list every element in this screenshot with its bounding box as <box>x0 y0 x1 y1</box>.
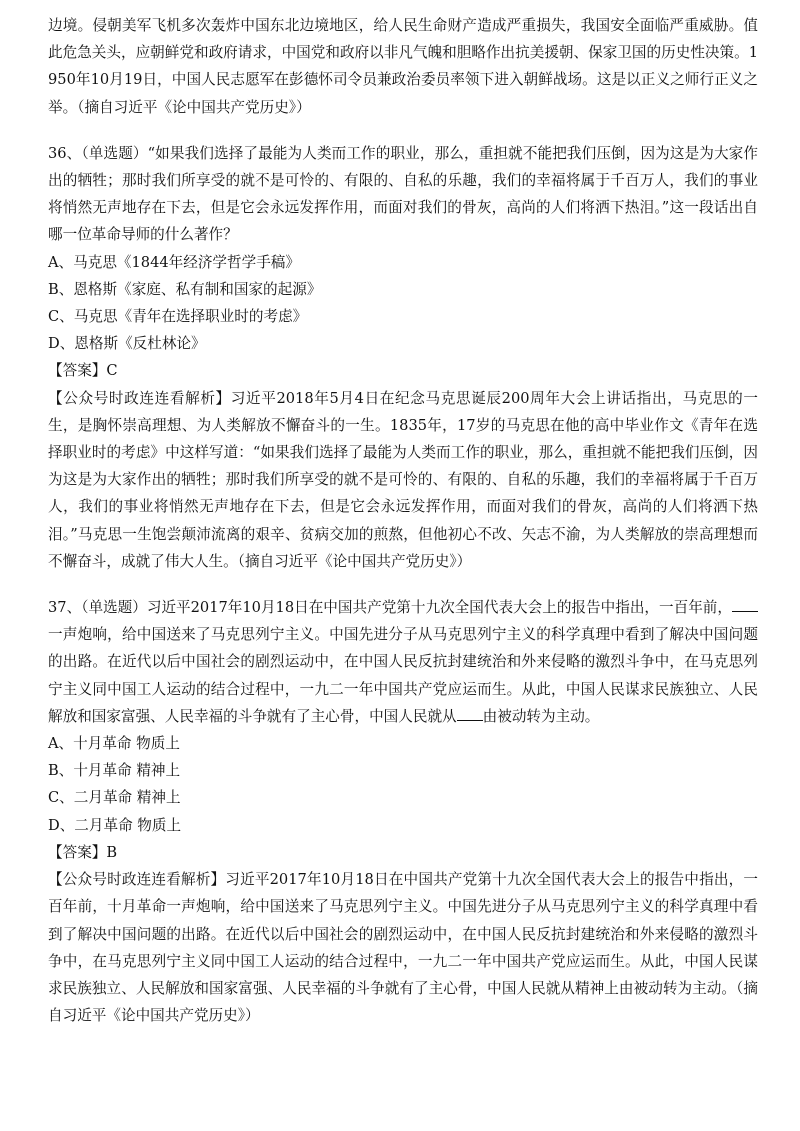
question-37-answer: 【答案】B <box>48 843 118 861</box>
question-37-option-d: D、二月革命 物质上 <box>48 816 182 834</box>
question-36-option-d: D、恩格斯《反杜林论》 <box>48 335 206 353</box>
section-gap <box>48 121 758 140</box>
document-page <box>48 12 758 1029</box>
question-37-option-c: C、二月革命 精神上 <box>48 789 181 807</box>
question-36-answer: 【答案】C <box>48 362 118 380</box>
question-36-option-c: C、马克思《青年在选择职业时的考虑》 <box>48 308 308 326</box>
question-37-stem-part1: 37、（单选题）习近平2017年10月18日在中国共产党第十九次全国代表大会上的报告中指出，一百年前， <box>48 599 732 617</box>
intro-paragraph: 边境。侵朝美军飞机多次轰炸中国东北边境地区，给人民生命财产造成严重损失，我国安全面临严重威胁。值此危急关头，应朝鲜党和政府请求，中国党和政府以非凡气魄和胆略作出抗美援朝、保家卫国的历史性决策。1950年10月19日，中国人民志愿军在彭德怀司令员兼政治委员率领下进入朝鲜战场。这是以正义之师行正义之举。（摘自习近平《论中国共产党历史》） <box>48 17 758 116</box>
question-37-option-b: B、十月革命 精神上 <box>48 762 181 780</box>
question-37-stem-part2: 一声炮响，给中国送来了马克思列宁主义。中国先进分子从马克思列宁主义的科学真理中看到了解决中国问题的出路。在近代以后中国社会的剧烈运动中，在中国人民反抗封建统治和外来侵略的激烈斗争中，在马克思列宁主义同中国工人运动的结合过程中，一九二一年中国共产党应运而生。从此，中国人民谋求民族独立、人民解放和国家富强、人民幸福的斗争就有了主心骨，中国人民就从 <box>48 626 758 725</box>
question-36-analysis: 【公众号时政连连看解析】习近平2018年5月4日在纪念马克思诞辰200周年大会上讲话指出，马克思的一生，是胸怀崇高理想、为人类解放不懈奋斗的一生。1835年，17岁的马克思在他的高中毕业作文《青年在选择职业时的考虑》中这样写道：“如果我们选择了最能为人类而工作的职业，那么，重担就不能把我们压倒，因为这是为大家作出的牺牲；那时我们所享受的就不是可怜的、有限的、自私的乐趣，我们的幸福将属于千百万人，我们的事业将悄然无声地存在下去，但是它会永远发挥作用，而面对我们的骨灰，高尚的人们将洒下热泪。”马克思一生饱尝颠沛流离的艰辛、贫病交加的煎熬，但他初心不改、矢志不渝，为人类解放的崇高理想而不懈奋斗，成就了伟大人生。（摘自习近平《论中国共产党历史》） <box>48 389 758 570</box>
section-gap <box>48 575 758 594</box>
question-36 <box>48 140 758 575</box>
question-37 <box>48 594 758 1029</box>
question-37-analysis: 【公众号时政连连看解析】习近平2017年10月18日在中国共产党第十九次全国代表大会上的报告中指出，一百年前，十月革命一声炮响，给中国送来了马克思列宁主义。中国先进分子从马克思列宁主义的科学真理中看到了解决中国问题的出路。在近代以后中国社会的剧烈运动中，在中国人民反抗封建统治和外来侵略的激烈斗争中，在马克思列宁主义同中国工人运动的结合过程中，一九二一年中国共产党应运而生。从此，中国人民谋求民族独立、人民解放和国家富强、人民幸福的斗争就有了主心骨，中国人民就从精神上由被动转为主动。（摘自习近平《论中国共产党历史》） <box>48 871 758 1025</box>
question-36-option-a: A、马克思《1844年经济学哲学手稿》 <box>48 253 300 271</box>
answer-blank <box>457 706 483 721</box>
question-37-option-a: A、十月革命 物质上 <box>48 735 180 753</box>
question-36-stem: 36、（单选题）“如果我们选择了最能为人类而工作的职业，那么，重担就不能把我们压倒，因为这是为大家作出的牺牲；那时我们所享受的就不是可怜的、有限的、自私的乐趣，我们的幸福将属于千百万人，我们的事业将悄然无声地存在下去，但是它会永远发挥作用，而面对我们的骨灰，高尚的人们将洒下热泪。”这一段话出自哪一位革命导师的什么著作？ <box>48 144 758 244</box>
answer-blank <box>732 597 758 612</box>
question-37-stem <box>48 594 758 730</box>
question-37-stem-part3: 由被动转为主动。 <box>482 707 600 725</box>
question-36-option-b: B、恩格斯《家庭、私有制和国家的起源》 <box>48 280 322 298</box>
